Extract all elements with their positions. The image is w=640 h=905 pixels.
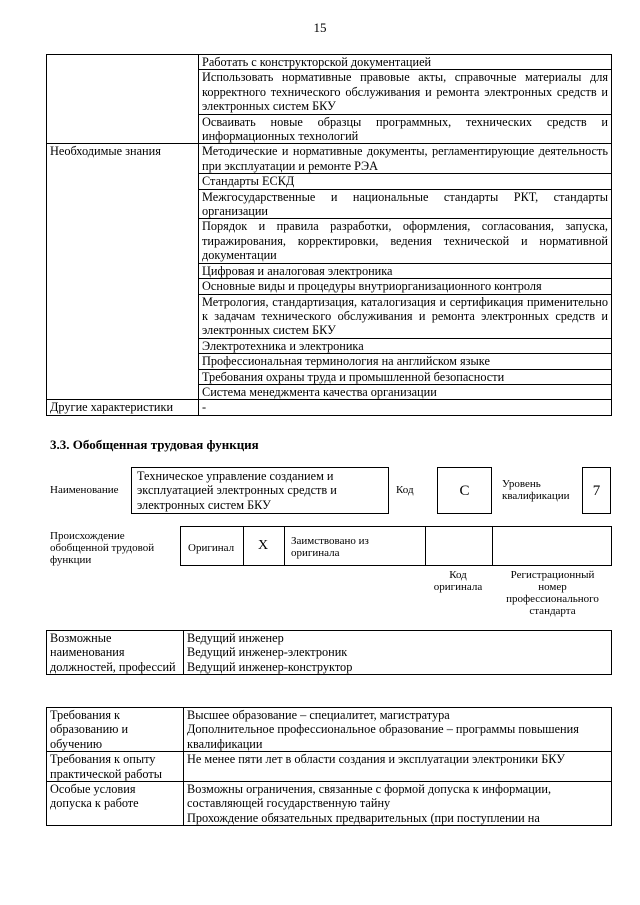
other-characteristics-label: Другие характеристики (47, 400, 199, 415)
section-title: 3.3. Обобщенная трудовая функция (50, 437, 259, 452)
positions-label: Возможные наименования должностей, профессий (47, 631, 184, 675)
original-mark: X (258, 538, 269, 553)
table-row (47, 400, 612, 415)
special-conditions-label: Особые условия допуска к работе (47, 782, 184, 826)
table-row (47, 631, 612, 675)
origin-row (180, 526, 612, 566)
original-mark-cell (243, 526, 285, 566)
knowledge-item: Система менеджмента качества организации (199, 384, 612, 399)
requirement-line: Высшее образование – специалитет, магистратура (187, 708, 450, 722)
requirement-line: Прохождение обязательных предварительных (при поступлении на (187, 810, 540, 825)
skills-label-cell (47, 55, 199, 144)
requirement-line: Дополнительное профессиональное образование – программы повышения квалификации (187, 722, 579, 751)
qualification-level-label: Уровень квалификации (502, 478, 570, 502)
position-item: Ведущий инженер-конструктор (187, 659, 353, 674)
positions-table (46, 630, 612, 675)
experience-label: Требования к опыту практической работы (47, 752, 184, 782)
registration-caption: Регистрационный номер профессионального стандарта (506, 569, 599, 617)
knowledge-item: Требования охраны труда и промышленной безопасности (199, 369, 612, 384)
code-original-caption: Код оригинала (433, 569, 483, 593)
table-row (47, 708, 612, 752)
registration-number-cell (492, 526, 612, 566)
function-name-box: Техническое управление созданием и эксплуатацией электронных средств и электронных систем БКУ (131, 467, 389, 514)
name-label: Наименование (50, 484, 119, 496)
skill-item: Осваивать новые образцы программных, технических средств и информационных технологий (199, 114, 612, 144)
borrowed-label: Заимствовано из оригинала (291, 535, 369, 559)
original-label: Оригинал (188, 542, 235, 554)
knowledge-item: Порядок и правила разработки, оформления, согласования, запуска, тиражирования, корректировки, ведения технической и нормативной документации (199, 219, 612, 263)
position-item: Ведущий инженер (187, 631, 284, 645)
table-row (47, 144, 612, 174)
knowledge-item: Метрология, стандартизация, каталогизация и сертификация применительно к задачам технического обслуживания и ремонта электронных средств и электронных систем БКУ (199, 294, 612, 338)
skill-item: Использовать нормативные правовые акты, справочные материалы для корректного технического обслуживания и ремонта электронных средств и электронных систем БКУ (199, 70, 612, 114)
education-label: Требования к образованию и обучению (47, 708, 184, 752)
knowledge-item: Межгосударственные и национальные стандарты РКТ, стандарты организации (199, 189, 612, 219)
experience-value: Не менее пяти лет в области создания и эксплуатации электроники БКУ (184, 752, 612, 782)
origin-label: Происхождение обобщенной трудовой функции (50, 530, 155, 566)
original-cell (180, 526, 244, 566)
knowledge-item: Методические и нормативные документы, регламентирующие деятельность при эксплуатации и ремонте РЭА (199, 144, 612, 174)
requirements-table (46, 707, 612, 826)
knowledge-label: Необходимые знания (47, 144, 199, 400)
knowledge-item: Основные виды и процедуры внутриорганизационного контроля (199, 279, 612, 294)
original-code-cell (425, 526, 493, 566)
position-item: Ведущий инженер-электроник (187, 645, 348, 660)
positions-values (184, 631, 612, 675)
knowledge-item: Цифровая и аналоговая электроника (199, 263, 612, 278)
skills-knowledge-table (46, 54, 612, 416)
borrowed-cell (284, 526, 426, 566)
knowledge-item: Стандарты ЕСКД (199, 174, 612, 189)
requirement-line: Возможны ограничения, связанные с формой допуска к информации, составляющей государственную тайну (187, 782, 552, 811)
knowledge-item: Профессиональная терминология на английском языке (199, 354, 612, 369)
table-row (47, 752, 612, 782)
other-characteristics-value: - (199, 400, 612, 415)
knowledge-item: Электротехника и электроника (199, 338, 612, 353)
table-row (47, 782, 612, 826)
education-values (184, 708, 612, 752)
qualification-level-box: 7 (582, 467, 611, 514)
table-row (47, 55, 612, 70)
skill-item: Работать с конструкторской документацией (199, 55, 612, 70)
code-label: Код (396, 484, 414, 496)
page-number: 15 (313, 20, 327, 35)
special-conditions-values (184, 782, 612, 826)
code-value-box: C (437, 467, 492, 514)
